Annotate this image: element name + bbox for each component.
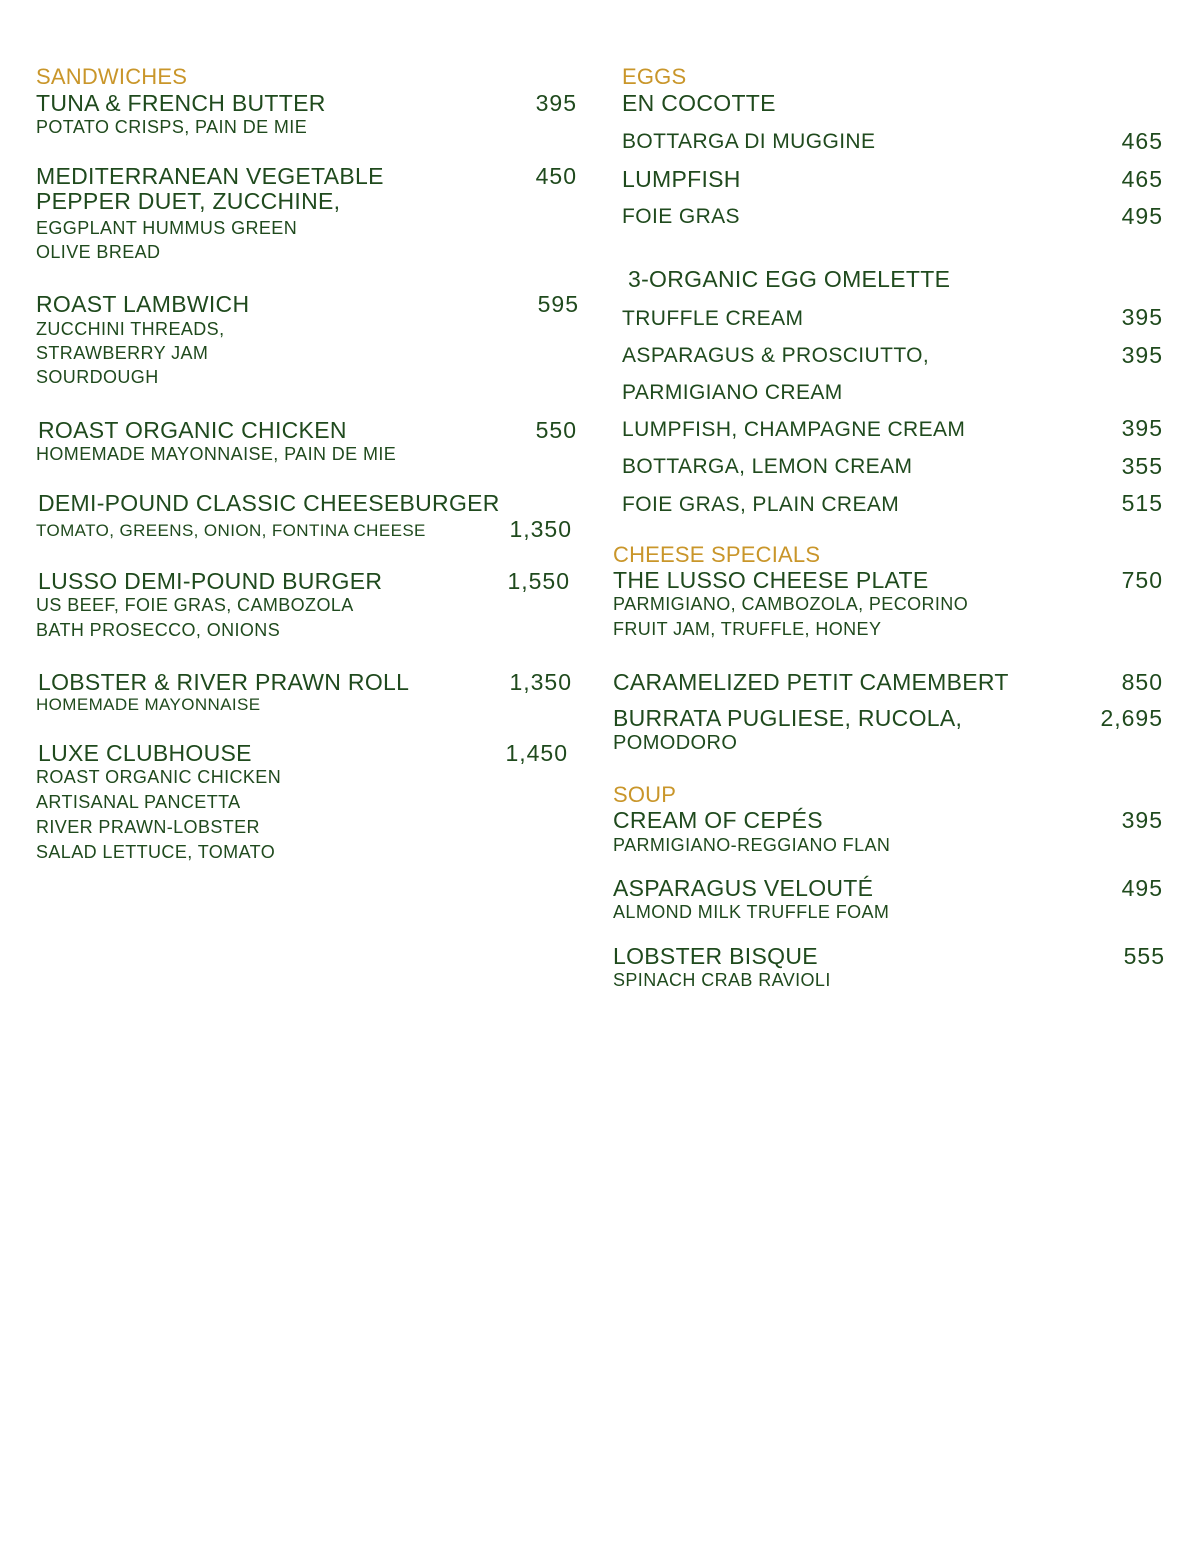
item-desc-mediterranean-3: OLIVE BREAD xyxy=(36,242,161,262)
item-price-chicken: 550 xyxy=(535,417,577,443)
omelette-item-name-1: TRUFFLE CREAM xyxy=(622,307,804,330)
item-price-clubhouse: 1,450 xyxy=(505,740,568,766)
omelette-item-name-6: FOIE GRAS, PLAIN CREAM xyxy=(622,493,900,516)
item-desc-lusso-burger-1: US BEEF, FOIE GRAS, CAMBOZOLA xyxy=(36,595,354,615)
item-desc-lobster-roll: HOMEMADE MAYONNAISE xyxy=(36,695,261,714)
item-desc-cepes: PARMIGIANO-REGGIANO FLAN xyxy=(613,835,891,855)
item-desc-lusso-burger-2: BATH PROSECCO, ONIONS xyxy=(36,620,281,640)
omelette-item-name-3: PARMIGIANO CREAM xyxy=(622,381,843,404)
item-desc-clubhouse-1: ROAST ORGANIC CHICKEN xyxy=(36,767,282,787)
item-desc-mediterranean-2: EGGPLANT HUMMUS GREEN xyxy=(36,218,298,238)
item-price-lambwich: 595 xyxy=(537,291,579,317)
item-desc-lambwich-2: STRAWBERRY JAM xyxy=(36,343,209,363)
item-price-tuna: 395 xyxy=(535,90,577,116)
item-price-lusso-burger: 1,550 xyxy=(507,568,570,594)
item-price-camembert: 850 xyxy=(1121,669,1163,695)
cocotte-item-name-2: LUMPFISH xyxy=(622,166,741,192)
item-desc-burrata: POMODORO xyxy=(613,732,738,754)
omelette-item-price-4: 395 xyxy=(1121,415,1163,441)
section-heading-cheese: CHEESE SPECIALS xyxy=(613,542,821,567)
item-desc-clubhouse-4: SALAD LETTUCE, TOMATO xyxy=(36,842,276,862)
item-price-cheese-plate: 750 xyxy=(1121,567,1163,593)
item-price-mediterranean: 450 xyxy=(535,163,577,189)
cocotte-item-name-1: BOTTARGA DI MUGGINE xyxy=(622,130,876,153)
section-heading-eggs: EGGS xyxy=(622,64,687,89)
item-desc-cheese-plate-1: PARMIGIANO, CAMBOZOLA, PECORINO xyxy=(613,594,969,614)
item-price-lobster-bisque: 555 xyxy=(1123,943,1165,969)
subsection-title-en-cocotte: EN COCOTTE xyxy=(622,90,776,116)
cocotte-item-price-3: 495 xyxy=(1121,203,1163,229)
item-name-burrata: BURRATA PUGLIESE, RUCOLA, xyxy=(613,705,963,731)
item-desc-clubhouse-2: ARTISANAL PANCETTA xyxy=(36,792,241,812)
omelette-item-name-2: ASPARAGUS & PROSCIUTTO, xyxy=(622,344,930,367)
item-price-cheeseburger: 1,350 xyxy=(509,516,572,542)
item-desc-cheeseburger: TOMATO, GREENS, ONION, FONTINA CHEESE xyxy=(36,521,426,540)
section-heading-soup: SOUP xyxy=(613,782,677,807)
item-name-asparagus-veloute: ASPARAGUS VELOUTÉ xyxy=(613,875,874,901)
subsection-title-omelette: 3-ORGANIC EGG OMELETTE xyxy=(628,266,951,292)
cocotte-item-price-2: 465 xyxy=(1121,166,1163,192)
item-name-lobster-bisque: LOBSTER BISQUE xyxy=(613,943,818,969)
item-desc-asparagus-veloute: ALMOND MILK TRUFFLE FOAM xyxy=(613,902,890,922)
item-desc-cheese-plate-2: FRUIT JAM, TRUFFLE, HONEY xyxy=(613,619,882,639)
section-heading-sandwiches: SANDWICHES xyxy=(36,64,188,89)
omelette-item-price-5: 355 xyxy=(1121,453,1163,479)
cocotte-item-name-3: FOIE GRAS xyxy=(622,205,740,228)
cocotte-item-price-1: 465 xyxy=(1121,128,1163,154)
item-name-cheese-plate: THE LUSSO CHEESE PLATE xyxy=(613,567,929,593)
item-desc-clubhouse-3: RIVER PRAWN-LOBSTER xyxy=(36,817,260,837)
item-desc-mediterranean-1: PEPPER DUET, ZUCCHINE, xyxy=(36,188,341,214)
item-name-mediterranean: MEDITERRANEAN VEGETABLE xyxy=(36,163,384,189)
item-name-lobster-roll: LOBSTER & RIVER PRAWN ROLL xyxy=(38,669,410,695)
item-price-asparagus-veloute: 495 xyxy=(1121,875,1163,901)
item-name-lusso-burger: LUSSO DEMI-POUND BURGER xyxy=(38,568,383,594)
item-name-cheeseburger: DEMI-POUND CLASSIC CHEESEBURGER xyxy=(38,490,500,516)
item-name-lambwich: ROAST LAMBWICH xyxy=(36,291,250,317)
item-name-tuna: TUNA & FRENCH BUTTER xyxy=(36,90,326,116)
item-desc-tuna: POTATO CRISPS, PAIN DE MIE xyxy=(36,117,308,137)
item-price-cepes: 395 xyxy=(1121,807,1163,833)
item-name-chicken: ROAST ORGANIC CHICKEN xyxy=(38,417,347,443)
item-price-lobster-roll: 1,350 xyxy=(509,669,572,695)
omelette-item-name-4: LUMPFISH, CHAMPAGNE CREAM xyxy=(622,418,966,441)
item-desc-chicken: HOMEMADE MAYONNAISE, PAIN DE MIE xyxy=(36,444,397,464)
omelette-item-name-5: BOTTARGA, LEMON CREAM xyxy=(622,455,913,478)
omelette-item-price-6: 515 xyxy=(1121,490,1163,516)
omelette-item-price-2: 395 xyxy=(1121,342,1163,368)
item-desc-lobster-bisque: SPINACH CRAB RAVIOLI xyxy=(613,970,831,990)
item-name-camembert: CARAMELIZED PETIT CAMEMBERT xyxy=(613,669,1009,695)
item-price-burrata: 2,695 xyxy=(1100,705,1163,731)
item-desc-lambwich-1: ZUCCHINI THREADS, xyxy=(36,319,225,339)
item-desc-lambwich-3: SOURDOUGH xyxy=(36,367,159,387)
omelette-item-price-1: 395 xyxy=(1121,304,1163,330)
item-name-clubhouse: LUXE CLUBHOUSE xyxy=(38,740,252,766)
item-name-cepes: CREAM OF CEPÉS xyxy=(613,807,823,833)
